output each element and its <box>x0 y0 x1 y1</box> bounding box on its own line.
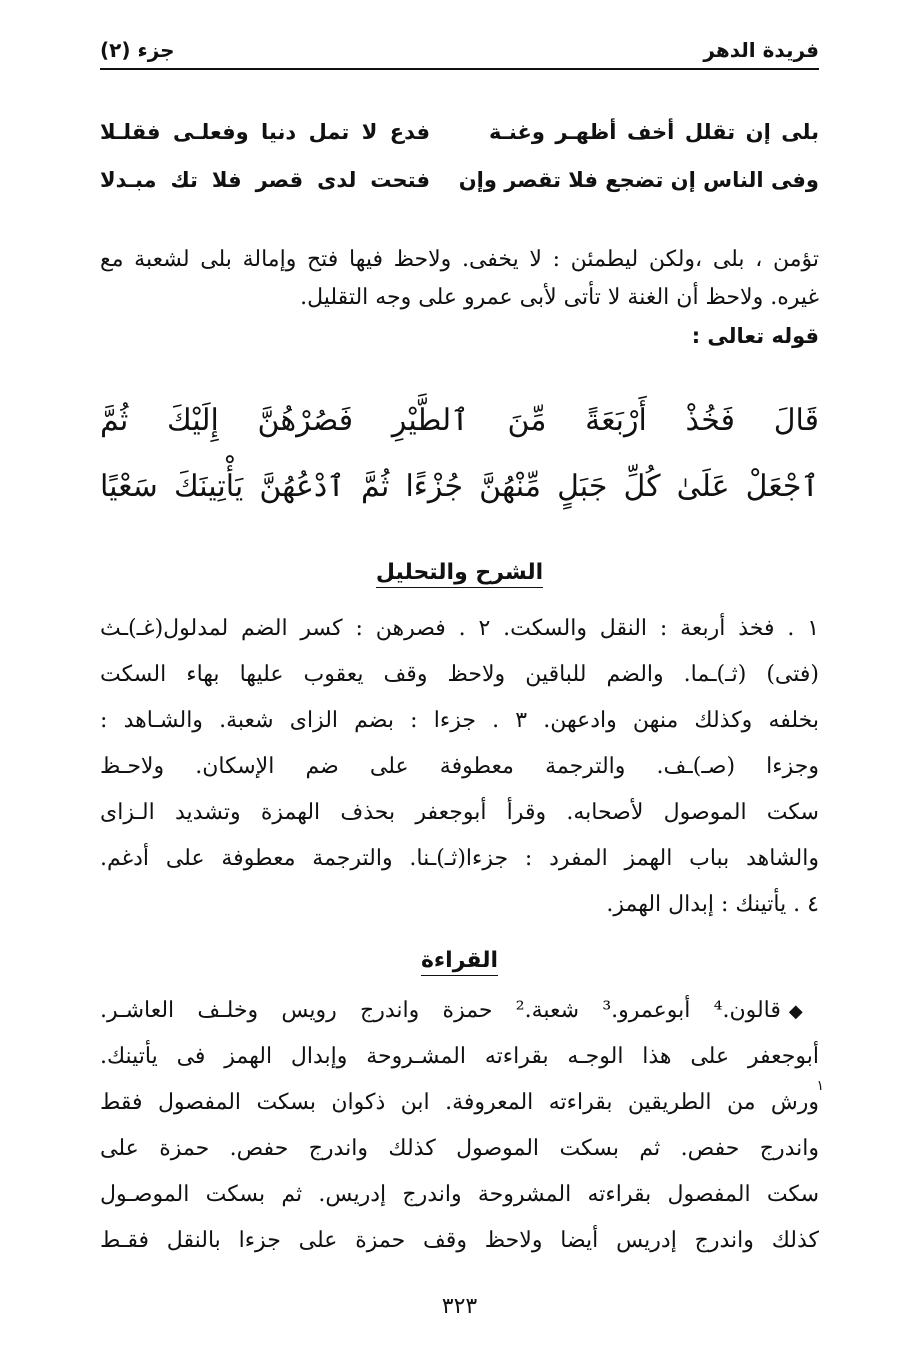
page-number: ٣٢٣ <box>441 1294 478 1319</box>
intro-line: غيره. ولاحظ أن الغنة لا تأتى لأبى عمرو على وجه التقليل. <box>300 285 819 310</box>
section-heading-explanation: الشرح والتحليل <box>0 560 919 585</box>
quran-verse <box>100 388 819 520</box>
text-line: سكت الموصول لأصحابه. وقرأ أبوجعفر بحذف الهمزة وتشديد الـزاى <box>100 800 819 825</box>
intro-paragraph <box>100 240 819 354</box>
verse-second-hemistich: فدع لا تمل دنيا وفعلـى فقلـلا <box>100 120 430 144</box>
explanation-section <box>100 606 819 928</box>
text-line: ◆قالون.⁴ أبوعمرو.³ شعبة.² حمزة واندرج رويس وخلـف العاشـر. <box>100 998 820 1023</box>
quran-line: ٱجْعَلْ عَلَىٰ كُلِّ جَبَلٍ مِّنْهُنَّ جُزْءًا ثُمَّ ٱدْعُهُنَّ يَأْتِينَكَ سَعْيًا <box>100 469 819 504</box>
text-line: ورش من الطريقين بقراءته المعروفة. ابن ذكوان بسكت المفصول فقط <box>100 1090 819 1115</box>
text-line: سكت المفصول بقراءته المشروحة واندرج إدريس. ثم بسكت الموصـول <box>100 1182 819 1207</box>
text-line: واندرج حفص. ثم بسكت الموصول كذلك واندرج حفص. حمزة على <box>100 1136 819 1161</box>
text-line: كذلك واندرج إدريس أيضا ولاحظ وقف حمزة على جزءا بالنقل فقـط <box>100 1228 819 1253</box>
page-header <box>100 30 819 70</box>
poem-verses <box>100 108 819 204</box>
text-line: بخلفه وكذلك منهن وادعهن. ٣ . جزءا : بضم الزاى شعبة. والشـاهد : <box>100 708 819 733</box>
text-line: ١ . فخذ أربعة : النقل والسكت. ٢ . فصرهن : كسر الضم لمدلول(غـ)ـث <box>100 616 820 641</box>
book-title: فريدة الدهر <box>703 38 819 62</box>
text-line: وجزءا (صـ)ـف. والترجمة معطوفة على ضم الإسكان. ولاحـظ <box>100 754 819 779</box>
quran-line: قَالَ فَخُذْ أَرْبَعَةً مِّنَ ٱلطَّيْرِ فَصُرْهُنَّ إِلَيْكَ ثُمَّ <box>100 403 819 438</box>
part-label: جزء (٢) <box>100 38 175 62</box>
text-line: ٤ . يأتينك : إبدال الهمز. <box>606 892 819 917</box>
section-heading-reading: القراءة <box>0 948 919 973</box>
verse-row <box>100 108 819 156</box>
text-line: والشاهد بباب الهمز المفرد : جزءا(ثـ)ـنا. والترجمة معطوفة على أدغم. <box>100 846 819 871</box>
quote-label: قوله تعالى : <box>691 324 819 348</box>
reading-section <box>100 988 819 1264</box>
verse-first-hemistich: وفى الناس إن تضجع فلا تقصر وإن <box>458 168 819 192</box>
footnote-mark: ١ <box>816 1078 824 1094</box>
text-line: (فتى) (ثـ)ـما. والضم للباقين ولاحظ وقف يعقوب عليها بهاء السكت <box>100 662 819 687</box>
verse-second-hemistich: فتحت لدى قصر فلا تك مبـدلا <box>100 168 430 192</box>
text-line: أبوجعفر على هذا الوجـه بقراءته المشـروحة وإبدال الهمز فى يأتينك. <box>100 1044 819 1069</box>
verse-first-hemistich: بلى إن تقلل أخف أظهـر وغنـة <box>489 120 819 144</box>
verse-row <box>100 156 819 204</box>
diamond-bullet-icon: ◆ <box>788 1001 820 1022</box>
intro-line: تؤمن ، بلى ،ولكن ليطمئن : لا يخفى. ولاحظ فيها فتح وإمالة بلى لشعبة مع <box>100 247 819 272</box>
